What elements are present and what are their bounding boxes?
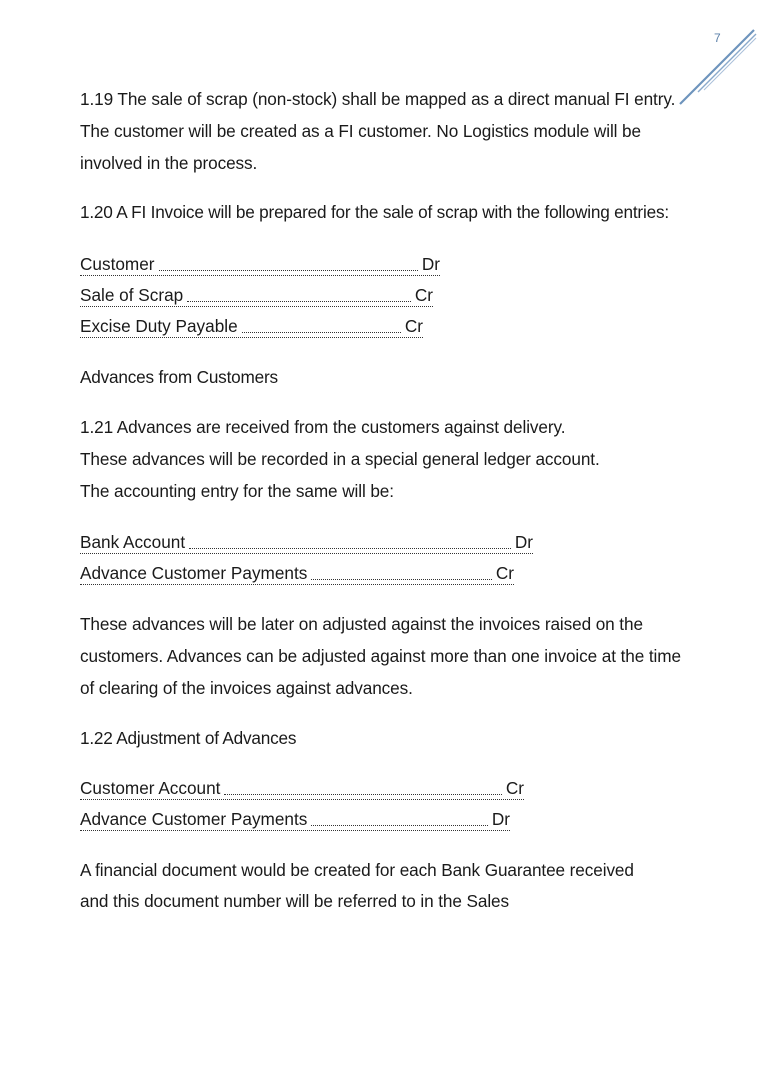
paragraph-1-19: 1.19 The sale of scrap (non-stock) shall be mapped as a direct manual FI entry. The customer will be created as a FI customer. No Logistics module will be involved in the process. bbox=[80, 89, 676, 173]
entry-row bbox=[80, 280, 690, 311]
entry-row bbox=[80, 527, 690, 558]
entry-row bbox=[80, 558, 690, 589]
entry-row bbox=[80, 804, 690, 835]
entry-debit-credit: Dr bbox=[421, 254, 440, 275]
paragraph-adjusted-against-invoices: These advances will be later on adjusted against the invoices raised on the customers. Advances can be adjusted against more than one invoice at the time of clearing of the invoices against advances. bbox=[80, 614, 681, 698]
entry-row bbox=[80, 249, 690, 280]
heading-1-20: 1.20 A FI Invoice will be prepared for the sale of scrap with the following entries: bbox=[80, 202, 669, 223]
entry-debit-credit: Dr bbox=[491, 808, 510, 829]
entry-account: Excise Duty Payable bbox=[80, 316, 238, 337]
entry-debit-credit: Cr bbox=[495, 563, 514, 584]
heading-advances-from-customers: Advances from Customers bbox=[80, 367, 278, 388]
page-number: 7 bbox=[714, 31, 721, 45]
entry-debit-credit: Dr bbox=[514, 532, 533, 553]
paragraph-1-21-line-2: These advances will be recorded in a special general ledger account. bbox=[80, 448, 600, 469]
entry-account: Customer bbox=[80, 254, 155, 275]
document-body bbox=[80, 84, 690, 918]
entry-debit-credit: Cr bbox=[505, 777, 524, 798]
entries-advance-receipt bbox=[80, 527, 690, 589]
entry-row bbox=[80, 311, 690, 342]
entry-debit-credit: Cr bbox=[414, 285, 433, 306]
entry-account: Advance Customer Payments bbox=[80, 563, 308, 584]
heading-1-22: 1.22 Adjustment of Advances bbox=[80, 727, 297, 748]
entry-account: Sale of Scrap bbox=[80, 285, 184, 306]
entry-row bbox=[80, 773, 690, 804]
paragraph-1-21-line-1: 1.21 Advances are received from the customers against delivery. bbox=[80, 416, 566, 437]
entry-account: Bank Account bbox=[80, 532, 186, 553]
entries-advance-adjustment bbox=[80, 773, 690, 835]
entry-account: Advance Customer Payments bbox=[80, 808, 308, 829]
entry-debit-credit: Cr bbox=[404, 316, 423, 337]
entry-account: Customer Account bbox=[80, 777, 221, 798]
entries-scrap-sale bbox=[80, 249, 690, 342]
paragraph-financial-document: A financial document would be created for each Bank Guarantee received and this document number will be referred to in the Sales bbox=[80, 859, 634, 912]
paragraph-1-21-line-3: The accounting entry for the same will be: bbox=[80, 480, 394, 501]
